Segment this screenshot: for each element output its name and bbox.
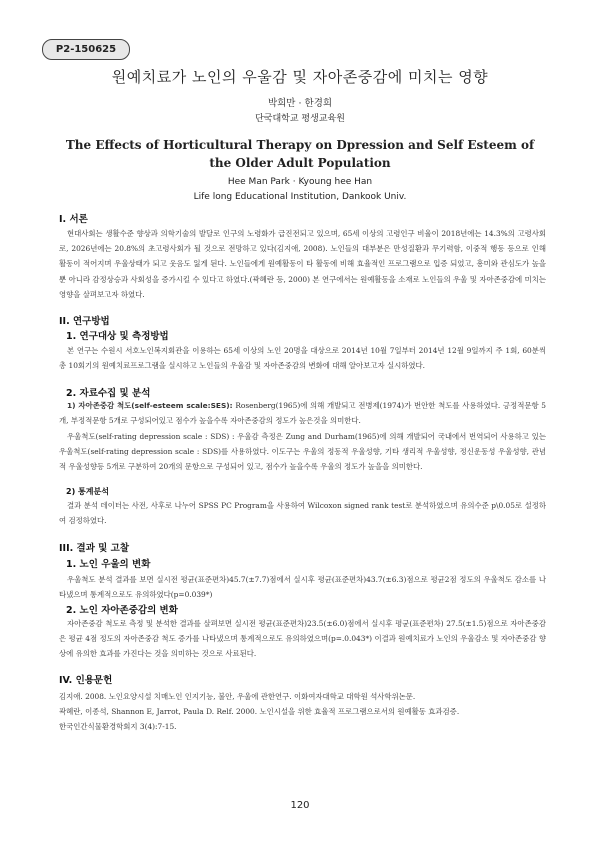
results-depression-paragraph: 우울척도 분석 결과를 보면 실시전 평균(표준편차)45.7(±7.7)점에서 실시후 평균(표준편차)43.7(±6.3)점으로 평균2점 정도의 우울척도 감소를 나타냈으며 통계적으로도 유의하였다(p=0.039*) (59, 575, 546, 600)
statistics-subheading: 2) 통계분석 (66, 487, 109, 496)
references-list (59, 689, 546, 735)
reference-item: 한국인간식물환경학회지 3(4):7-15. (59, 722, 177, 732)
affiliation-english: Life long Educational Institution, Dankook Univ. (193, 192, 407, 202)
section-references-heading: IV. 인용문헌 (59, 675, 113, 686)
affiliation-korean: 단국대학교 평생교육원 (255, 114, 345, 124)
ses-scale-label: 1) 자아존중감 척도(self-esteem scale:SES): (67, 401, 233, 410)
results-self-esteem-heading: 2. 노인 자아존중감의 변화 (66, 605, 178, 616)
reference-item: 곽혜란, 이종석, Shannon E, Jarrot, Paula D. Relf. 2000. 노인시설을 위한 효율적 프로그램으로서의 원예활동 효과검증. (59, 707, 460, 717)
section-results-heading: III. 결과 및 고찰 (59, 543, 130, 554)
statistics-paragraph: 결과 분석 데이터는 사전, 사후로 나누어 SPSS PC Program을 사용하여 Wilcoxon signed rank test로 분석하였으며 유의수준 p\0.05로 설정하여 검정하였다. (59, 501, 546, 526)
ses-scale-text: Rosenberg(1965)에 의해 개발되고 전병제(1974)가 번안한 척도를 사용하였다. 긍정적문항 5개, 부정적문항 5개로 구성되어있고 점수가 높을수록 자아존중감의 정도가 높은것을 의미한다. (59, 401, 546, 426)
methods-sds-paragraph: 우울척도(self-rating depression scale : SDS) : 우울감 측정은 Zung and Durham(1965)에 의해 개발되어 국내에서 번역되어 사용하고 있는 우울척도(self-rating depression scale : SDS)를 사용하였다. 이도구는 우울의 정동적 우울성향, 기타 생리적 우울성향, 정신운동성 우울성향, 관념적 우울성향등 5개로 구분하여 20개의 문항으로 구성되어 있고, 점수가 높을수록 우울의 정도가 높을을 의미한다. (59, 432, 546, 472)
authors-english: Hee Man Park · Kyoung hee Han (227, 177, 373, 187)
authors-korean: 박희만 · 한경희 (267, 98, 333, 109)
title-english: The Effects of Horticultural Therapy on Dpression and Self Esteem of the Older Adult Population (65, 138, 535, 170)
methods-data-heading: 2. 자료수집 및 분석 (66, 388, 151, 399)
methods-subject-paragraph: 본 연구는 수원시 서호노인복지회관을 이용하는 65세 이상의 노인 20명을 대상으로 2014년 10월 7일부터 2014년 12월 9일까지 주 1회, 60분씩 총 10회기의 원예치료프로그램을 실시하고 노인들의 우울감 및 자아존중감의 변화에 대해 알아보고자 실시하였다. (59, 346, 546, 371)
paper-id-badge: P2-150625 (42, 39, 130, 60)
reference-item: 김지애. 2008. 노인요양시설 치매노인 인지기능, 불안, 우울에 관한연구. 이화여자대학교 대학원 석사학위논문. (59, 692, 416, 701)
introduction-paragraph: 현대사회는 생활수준 향상과 의학기술의 발달로 인구의 노령화가 급진전되고 있으며, 65세 이상의 고령인구 비율이 2018년에는 14.3%의 고령사회로, 2026년에는 20.8%의 초고령사회가 될 것으로 전망하고 있다(김지애, 2008). 노인들의 대부분은 만성질환과 무기력함, 이중적 행동 등으로 인해 활동이 적어지며 우울상태가 되고 웃음도 잃게 된다. 노인들에게 원예활동이 타 활동에 비해 효율적인 프로그램으로 입증 되었고, 흥미와 관심도가 높을 뿐 아니라 감정상승과 사회성을 증가시킬 수 있다고 하였다.(곽혜란 등, 2000) 본 연구에서는 원예활동을 소재로 노인들의 우울 및 자아존중감에 미치는 영향을 살펴보고자 하였다. (59, 229, 546, 299)
methods-ses-paragraph (59, 398, 546, 428)
section-introduction-heading: I. 서론 (59, 214, 88, 225)
methods-subject-heading: 1. 연구대상 및 측정방법 (66, 331, 169, 342)
title-korean: 원예치료가 노인의 우울감 및 자아존중감에 미치는 영향 (111, 68, 489, 86)
page-number: 120 (290, 800, 310, 811)
results-depression-heading: 1. 노인 우울의 변화 (66, 559, 151, 570)
section-methods-heading: II. 연구방법 (59, 316, 110, 327)
results-self-esteem-paragraph: 자아존중감 척도로 측정 및 분석한 결과를 살펴보면 실시전 평균(표준편차)23.5(±6.0)점에서 실시후 평균(표준편차) 27.5(±1.5)점으로 자아존중감은 평균 4점 정도의 자아존중감 척도 증가를 나타냈으며 통계적으로도 유의하였으며(p=.0.043*) 이결과 원예치료가 노인의 우울감소 및 자아존중감 향상에 유의한 효과를 가진다는 것을 의미하는 것으로 사료된다. (59, 619, 546, 659)
